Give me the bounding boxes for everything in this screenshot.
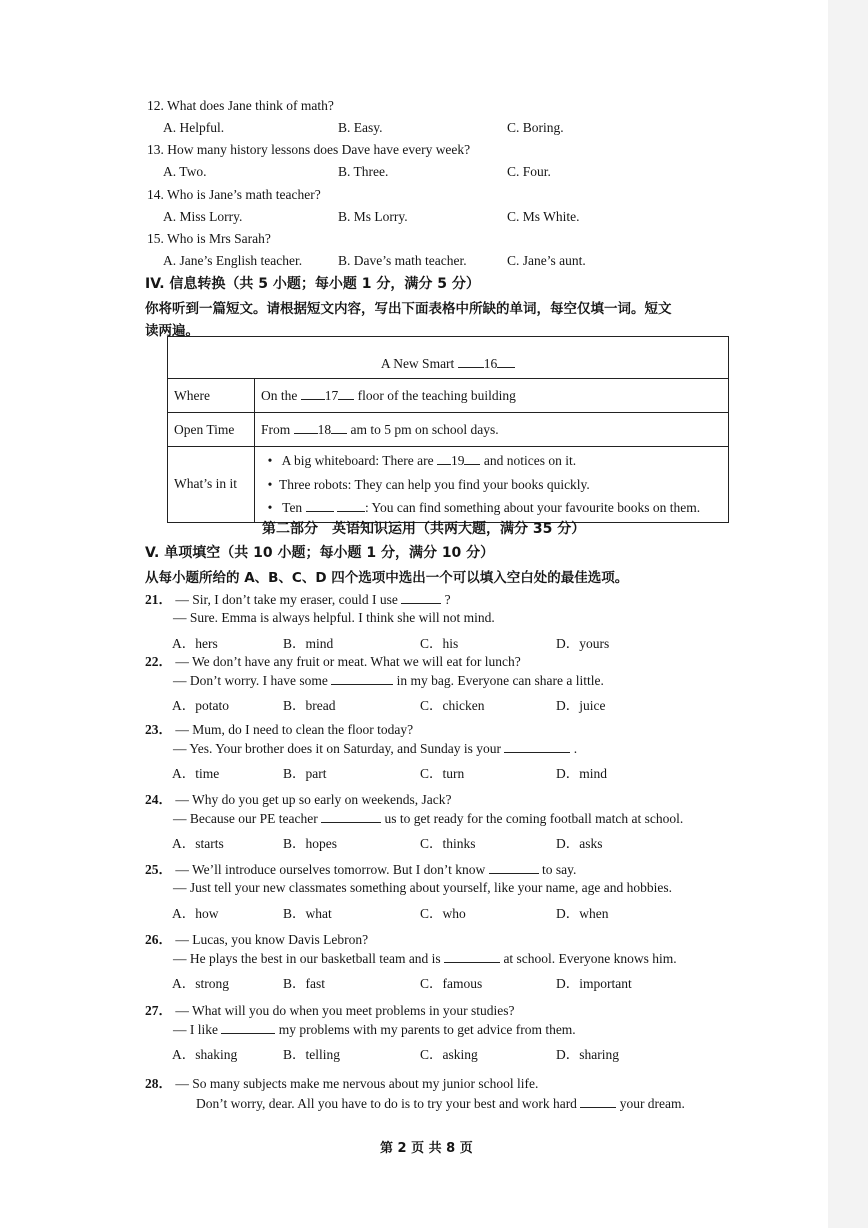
question-text: How many history lessons does Dave have every week? <box>167 142 471 157</box>
answer-option: B．part <box>283 766 327 781</box>
blank-17: 17 <box>324 388 339 403</box>
answer-blank <box>321 810 381 823</box>
row-value: On the 17 floor of the teaching building <box>255 379 729 413</box>
listening-question <box>147 98 334 114</box>
answer-option: A．starts <box>172 836 224 851</box>
answer-blank <box>489 861 539 874</box>
answer-option: D．important <box>556 976 632 991</box>
answer-option: D．sharing <box>556 1047 619 1062</box>
answer-option: C．asking <box>420 1047 478 1062</box>
answer-option: A．time <box>172 766 220 781</box>
question-line-2: — Yes. Your brother does it on Saturday, and Sunday is your . <box>173 741 578 756</box>
section-4-instruction-1: 你将听到一篇短文。请根据短文内容，写出下面表格中所缺的单词，每空仅填一词。短文 <box>145 301 672 317</box>
question-28-line-1: 28． — So many subjects make me nervous about my junior school life. <box>145 1076 539 1091</box>
answer-option: A．hers <box>172 636 218 651</box>
question-number: 15. <box>147 231 164 246</box>
question-line-2: — I like my problems with my parents to get advice from them. <box>173 1022 576 1037</box>
answer-option: A．how <box>172 906 219 921</box>
blank-20a <box>306 499 334 512</box>
question-text: What does Jane think of math? <box>167 98 334 113</box>
table-row-where <box>168 379 729 413</box>
answer-blank <box>221 1021 275 1034</box>
answer-option: C．turn <box>420 766 465 781</box>
page-number: 第 2 页 共 8 页 <box>380 1141 473 1156</box>
answer-option: A．shaking <box>172 1047 238 1062</box>
answer-option: D．asks <box>556 836 603 851</box>
blank-16: 16 <box>483 356 498 371</box>
answer-option: B．what <box>283 906 332 921</box>
listening-question <box>147 231 271 247</box>
question-line-1: 26． — Lucas, you know Davis Lebron? <box>145 932 369 947</box>
question-line-2: — Just tell your new classmates something about yourself, like your name, age and hobbies. <box>173 880 673 895</box>
answer-option: C．who <box>420 906 466 921</box>
answer-option: A．potato <box>172 698 229 713</box>
answer-option: B. Ms Lorry. <box>338 209 408 224</box>
question-number: 13. <box>147 142 164 157</box>
question-line-1: 24． — Why do you get up so early on weekends, Jack? <box>145 792 452 807</box>
answer-blank <box>580 1095 616 1108</box>
question-line-1: 22． — We don’t have any fruit or meat. What we will eat for lunch? <box>145 654 521 669</box>
answer-option: C. Boring. <box>507 120 564 135</box>
answer-blank <box>401 591 441 604</box>
answer-option: C．his <box>420 636 459 651</box>
blank-18: 18 <box>317 422 332 437</box>
question-line-2: — He plays the best in our basketball team and is at school. Everyone knows him. <box>173 951 677 966</box>
answer-option: B. Easy. <box>338 120 383 135</box>
question-number: 25． <box>145 862 172 877</box>
question-number: 12. <box>147 98 164 113</box>
section-4-instruction-2: 读两遍。 <box>145 323 199 339</box>
question-number: 14. <box>147 187 164 202</box>
question-28-line-2: Don’t worry, dear. All you have to do is to try your best and work hard your dream. <box>196 1096 685 1111</box>
question-line-2: — Sure. Emma is always helpful. I think she will not mind. <box>173 610 495 625</box>
section-5-instruction: 从每小题所给的 A、B、C、D 四个选项中选出一个可以填入空白处的最佳选项。 <box>145 570 629 586</box>
answer-option: A．strong <box>172 976 229 991</box>
answer-blank <box>331 672 393 685</box>
question-line-2: — Because our PE teacher us to get ready for the coming football match at school. <box>173 811 684 826</box>
question-line-1: 25． — We’ll introduce ourselves tomorrow. But I don’t know to say. <box>145 862 577 877</box>
question-text: Who is Jane’s math teacher? <box>167 187 321 202</box>
question-text: Who is Mrs Sarah? <box>167 231 271 246</box>
answer-option: B. Three. <box>338 164 389 179</box>
answer-option: C．chicken <box>420 698 485 713</box>
answer-option: B．telling <box>283 1047 340 1062</box>
listening-question <box>147 187 321 203</box>
answer-option: A. Miss Lorry. <box>163 209 243 224</box>
answer-option: A. Jane’s English teacher. <box>163 253 303 268</box>
answer-option: D．yours <box>556 636 610 651</box>
answer-option: D．when <box>556 906 609 921</box>
part-2-title: 第二部分 英语知识运用（共两大题，满分 35 分） <box>262 521 586 537</box>
answer-option: B．fast <box>283 976 325 991</box>
answer-option: C. Four. <box>507 164 551 179</box>
scan-border <box>828 0 868 1228</box>
answer-option: C．famous <box>420 976 483 991</box>
bullet-item: • Ten : You can find something about your favourite books on them. <box>261 496 722 520</box>
question-line-1: 21． — Sir, I don’t take my eraser, could I use ? <box>145 592 451 607</box>
question-number: 22． <box>145 654 172 669</box>
answer-option: C. Jane’s aunt. <box>507 253 586 268</box>
question-number: 21． <box>145 592 172 607</box>
row-value <box>255 447 729 523</box>
section-4-title: IV. 信息转换（共 5 小题；每小题 1 分，满分 5 分） <box>145 276 480 292</box>
row-value: From 18 am to 5 pm on school days. <box>255 413 729 447</box>
row-label: Open Time <box>168 413 255 447</box>
bullet-item: • Three robots: They can help you find your books quickly. <box>261 473 722 497</box>
answer-blank <box>504 740 570 753</box>
bullet-item: • A big whiteboard: There are 19 and notices on it. <box>261 449 722 473</box>
question-number: 27． <box>145 1003 172 1018</box>
question-line-2: — Don’t worry. I have some in my bag. Everyone can share a little. <box>173 673 604 688</box>
answer-option: B．bread <box>283 698 336 713</box>
answer-option: C．thinks <box>420 836 476 851</box>
question-line-1: 23． — Mum, do I need to clean the floor today? <box>145 722 414 737</box>
question-number: 23． <box>145 722 172 737</box>
row-label: What’s in it <box>168 447 255 523</box>
table-row-open-time <box>168 413 729 447</box>
answer-option: A. Helpful. <box>163 120 225 135</box>
answer-option: B. Dave’s math teacher. <box>338 253 467 268</box>
answer-option: A. Two. <box>163 164 207 179</box>
answer-option: C. Ms White. <box>507 209 580 224</box>
answer-option: B．hopes <box>283 836 337 851</box>
answer-blank <box>444 950 500 963</box>
table-row-whats-in-it <box>168 447 729 523</box>
question-number: 24． <box>145 792 172 807</box>
blank-20b <box>337 499 365 512</box>
question-number: 26． <box>145 932 172 947</box>
answer-option: B．mind <box>283 636 334 651</box>
listening-question <box>147 142 470 158</box>
row-label: Where <box>168 379 255 413</box>
answer-option: D．mind <box>556 766 608 781</box>
section-5-title: V. 单项填空（共 10 小题；每小题 1 分，满分 10 分） <box>145 545 495 561</box>
question-line-1: 27． — What will you do when you meet problems in your studies? <box>145 1003 515 1018</box>
blank-19: 19 <box>450 453 465 468</box>
answer-option: D．juice <box>556 698 606 713</box>
table-title: A New Smart 16 <box>168 337 729 379</box>
info-table <box>167 336 729 523</box>
